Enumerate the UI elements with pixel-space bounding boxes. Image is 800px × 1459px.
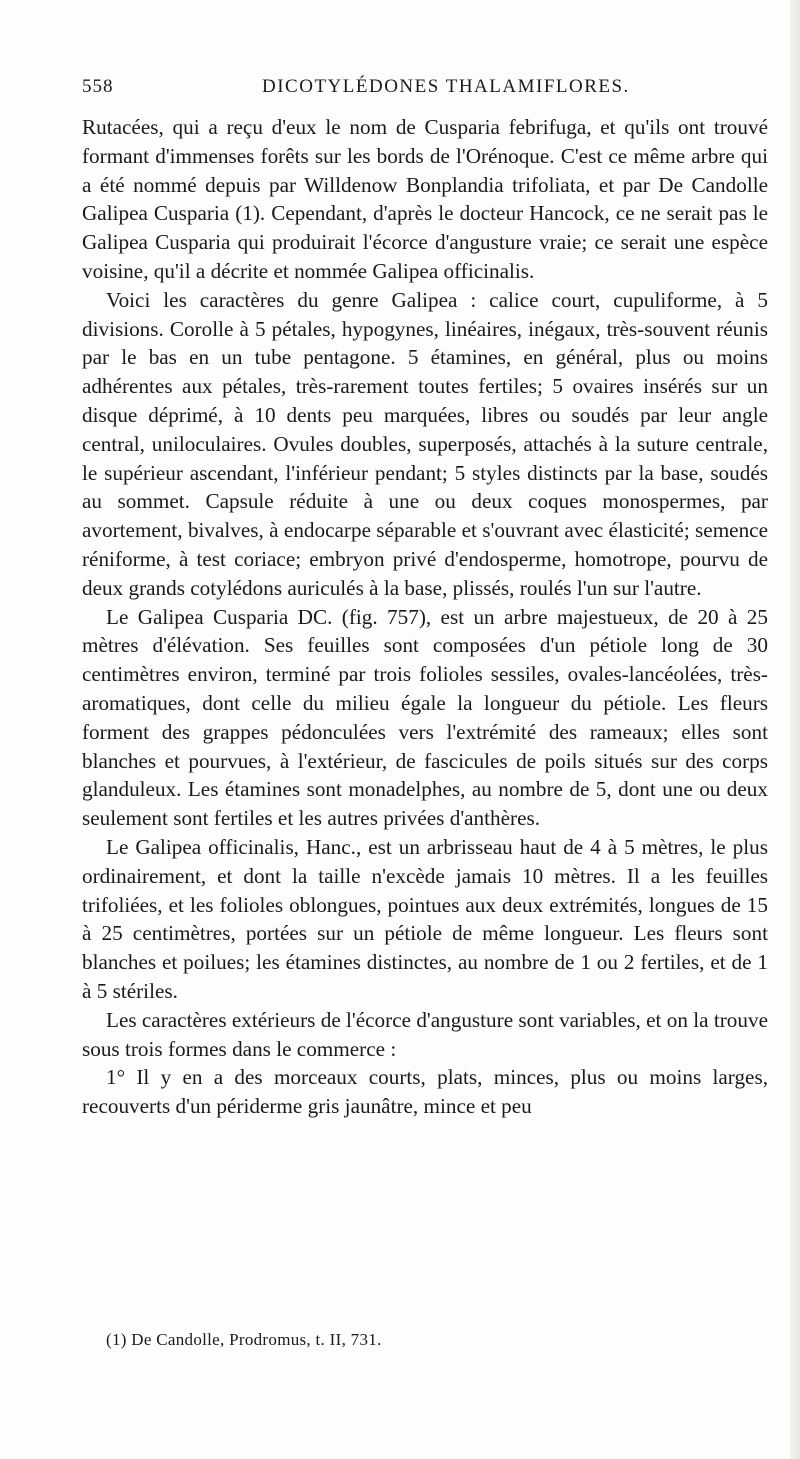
page-header: [82, 76, 772, 102]
scan-edge: [790, 0, 800, 1459]
running-head: DICOTYLÉDONES THALAMIFLORES.: [262, 76, 630, 97]
paragraph-1: Rutacées, qui a reçu d'eux le nom de Cusparia febrifuga, et qu'ils ont trouvé formant d'immenses forêts sur les bords de l'Orénoque. C'est ce même arbre qui a été nommé depuis par Willdenow Bonplandia trifoliata, et par De Candolle Galipea Cusparia (1). Cependant, d'après le docteur Hancock, ce ne serait pas le Galipea Cusparia qui produirait l'écorce d'angusture vraie; ce serait une espèce voisine, qu'il a décrite et nommée Galipea officinalis.: [82, 115, 768, 283]
body-text: [82, 113, 768, 1121]
page-number: 558: [82, 76, 114, 97]
paragraph-6: 1° Il y en a des morceaux courts, plats, minces, plus ou moins larges, recouverts d'un périderme gris jaunâtre, mince et peu: [82, 1065, 768, 1119]
paragraph-5: Les caractères extérieurs de l'écorce d'angusture sont variables, et on la trouve sous trois formes dans le commerce :: [82, 1007, 768, 1061]
paragraph-3: Le Galipea Cusparia DC. (fig. 757), est un arbre majestueux, de 20 à 25 mètres d'élévation. Ses feuilles sont composées d'un pétiole long de 30 centimètres environ, terminé par trois folioles sessiles, ovales-lancéolées, très-aromatiques, dont celle du milieu égale la longueur du pétiole. Les fleurs forment des grappes pédonculées vers l'extrémité des rameaux; elles sont blanches et pourvues, à l'extérieur, de fascicules de poils situés sur des corps glanduleux. Les étamines sont monadelphes, au nombre de 5, dont une ou deux seulement sont fertiles et les autres privées d'anthères.: [82, 604, 768, 831]
paragraph-4: Le Galipea officinalis, Hanc., est un arbrisseau haut de 4 à 5 mètres, le plus ordinairement, et dont la taille n'excède jamais 10 mètres. Il a les feuilles trifoliées, et les folioles oblongues, pointues aux deux extrémités, longues de 15 à 25 centimètres, portées sur un pétiole de même longueur. Les fleurs sont blanches et poilues; les étamines distinctes, au nombre de 1 ou 2 fertiles, et de 1 à 5 stériles.: [82, 834, 768, 1003]
footnote: (1) De Candolle, Prodromus, t. II, 731.: [106, 1330, 382, 1349]
paragraph-2: Voici les caractères du genre Galipea : calice court, cupuliforme, à 5 divisions. Corolle à 5 pétales, hypogynes, linéaires, inégaux, très-souvent réunis par le bas en un tube pentagone. 5 étamines, en général, plus ou moins adhérentes aux pétales, très-rarement toutes fertiles; 5 ovaires insérés sur un disque déprimé, à 10 dents peu marquées, libres ou soudés par leur angle central, uniloculaires. Ovules doubles, superposés, attachés à la suture centrale, le supérieur ascendant, l'inférieur pendant; 5 styles distincts par la base, soudés au sommet. Capsule réduite à une ou deux coques monospermes, par avortement, bivalves, à endocarpe séparable et s'ouvrant avec élasticité; semence réniforme, à test coriace; embryon privé d'endosperme, homotrope, pourvu de deux grands cotylédons auriculés à la base, plissés, roulés l'un sur l'autre.: [82, 287, 768, 600]
